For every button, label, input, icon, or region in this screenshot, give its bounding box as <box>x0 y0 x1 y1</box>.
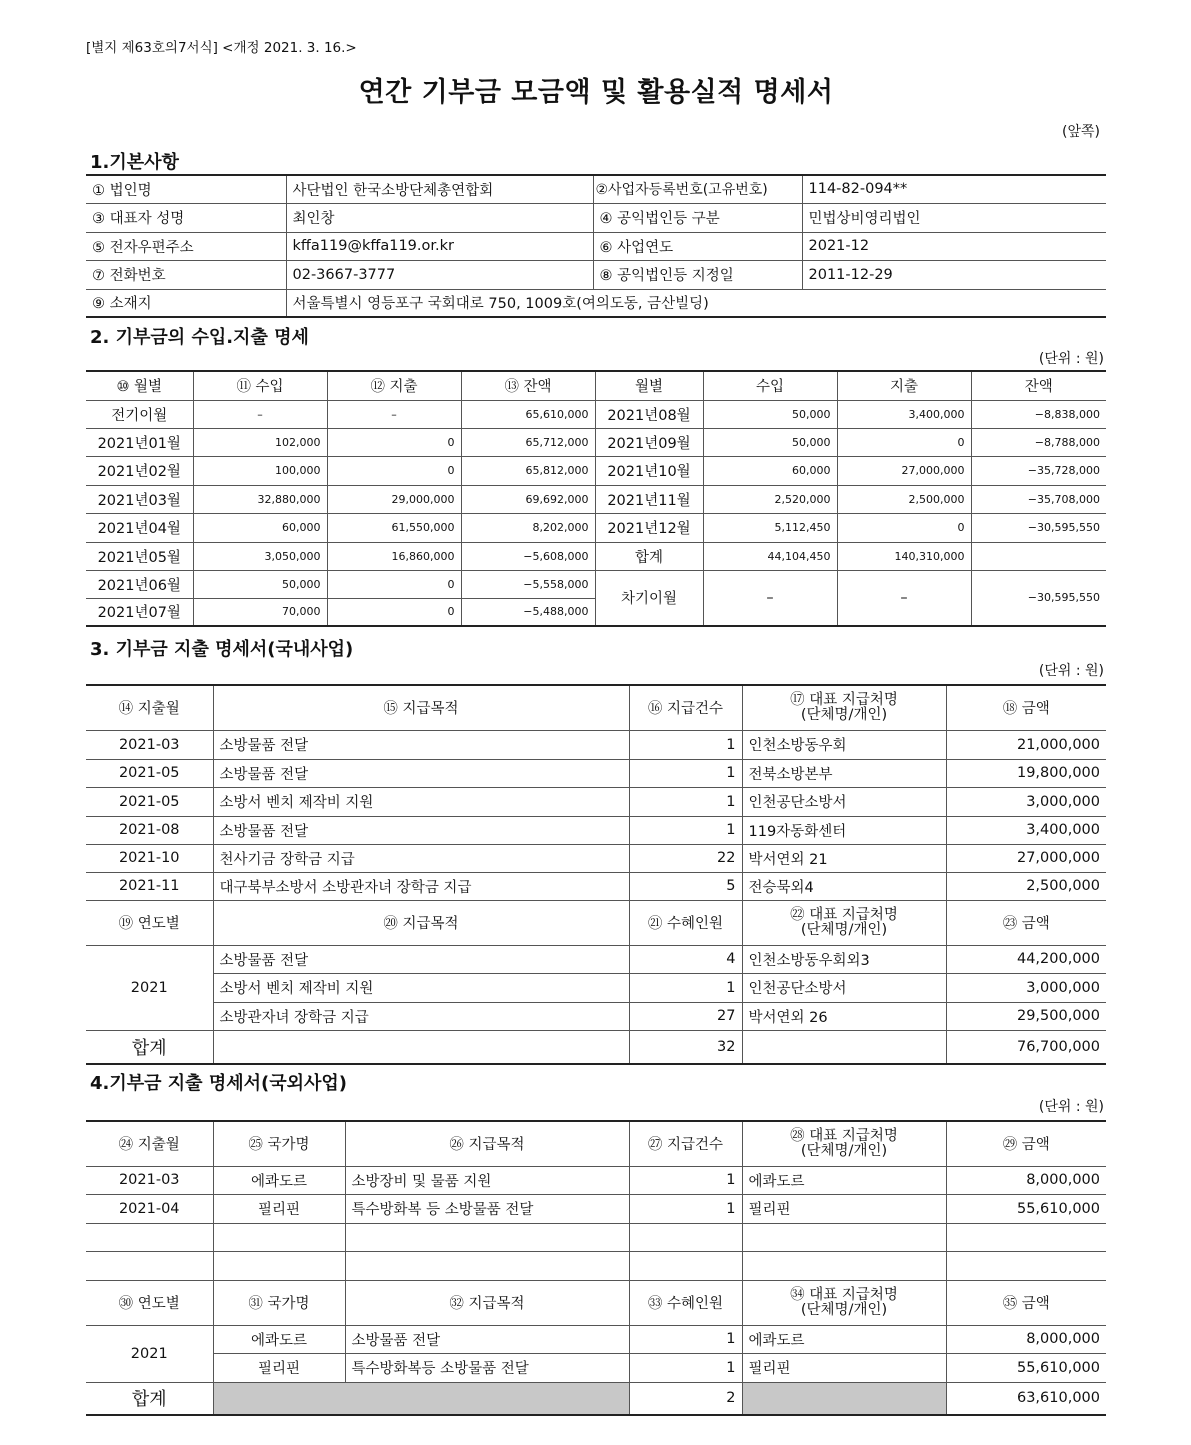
month-cell: 2021-03 <box>86 730 213 759</box>
total-label: 합계 <box>595 542 703 570</box>
month-cell: 전기이월 <box>86 400 193 428</box>
column-header: ⑬ 잔액 <box>461 371 595 400</box>
purpose-cell: 소방물품 전달 <box>213 945 629 973</box>
table-row <box>86 203 1106 232</box>
purpose-cell: 소방관자녀 장학금 지급 <box>213 1002 629 1030</box>
column-header: ⑱ 금액 <box>946 685 1106 730</box>
recipient-cell: 필리핀 <box>742 1194 946 1223</box>
table-row <box>86 570 1106 598</box>
form-id: [별지 제63호의7서식] <개정 2021. 3. 16.> <box>86 40 357 56</box>
field-label: ⑧ 공익법인등 지정일 <box>593 260 802 289</box>
empty-cell <box>213 1251 345 1280</box>
field-label: ②사업자등록번호(고유번호) <box>593 175 802 203</box>
income-cell: 5,112,450 <box>703 513 837 542</box>
empty-cell <box>86 1251 213 1280</box>
count-cell: 1 <box>629 759 742 787</box>
empty-cell <box>345 1223 629 1251</box>
field-value: 사단법인 한국소방단체총연합회 <box>286 175 593 203</box>
table-row <box>86 787 1106 816</box>
expense-total: 140,310,000 <box>837 542 971 570</box>
month-cell: 2021-11 <box>86 872 213 900</box>
table-row <box>86 428 1106 456</box>
section-4-title: 4.기부금 지출 명세서(국외사업) <box>90 1073 348 1094</box>
total-label: 합계 <box>86 1030 213 1064</box>
total-label: 합계 <box>86 1382 213 1415</box>
table-header-row <box>86 371 1106 400</box>
expense-cell: 0 <box>837 428 971 456</box>
country-cell: 에콰도르 <box>213 1166 345 1194</box>
column-header: ㉓ 금액 <box>946 900 1106 945</box>
field-label: ③ 대표자 성명 <box>86 203 286 232</box>
table-row <box>86 1166 1106 1194</box>
column-header: ⑩ 월별 <box>86 371 193 400</box>
count-cell: 1 <box>629 816 742 844</box>
income-cell: 50,000 <box>703 400 837 428</box>
balance-cell: −35,708,000 <box>971 485 1106 513</box>
field-value: 2021-12 <box>802 232 1106 260</box>
month-cell: 2021년02월 <box>86 456 193 485</box>
balance-cell: 69,692,000 <box>461 485 595 513</box>
table-row <box>86 1325 1106 1353</box>
carry-forward-income: – <box>703 570 837 626</box>
purpose-cell: 소방물품 전달 <box>213 816 629 844</box>
amount-cell: 3,000,000 <box>946 787 1106 816</box>
purpose-cell: 천사기금 장학금 지급 <box>213 844 629 872</box>
amount-cell: 19,800,000 <box>946 759 1106 787</box>
year-cell: 2021 <box>86 1325 213 1382</box>
income-cell: 70,000 <box>193 598 327 626</box>
count-cell: 1 <box>629 1353 742 1382</box>
purpose-cell: 대구북부소방서 소방관자녀 장학금 지급 <box>213 872 629 900</box>
month-cell: 2021-05 <box>86 759 213 787</box>
purpose-cell: 소방장비 및 물품 지원 <box>345 1166 629 1194</box>
column-header: ㉚ 연도별 <box>86 1280 213 1325</box>
expense-cell: 0 <box>837 513 971 542</box>
count-cell: 1 <box>629 730 742 759</box>
table-row <box>86 730 1106 759</box>
table-row <box>86 400 1106 428</box>
header-line: ㉞ 대표 지급처명 <box>790 1286 898 1303</box>
table-row <box>86 175 1106 203</box>
country-cell: 필리핀 <box>213 1194 345 1223</box>
expense-cell: 27,000,000 <box>837 456 971 485</box>
column-header <box>742 1121 946 1166</box>
expense-cell: 0 <box>327 598 461 626</box>
header-line: ㉒ 대표 지급처명 <box>790 906 898 923</box>
table-header-row <box>86 900 1106 945</box>
empty-cell <box>742 1030 946 1064</box>
month-cell: 2021년01월 <box>86 428 193 456</box>
expense-cell: 0 <box>327 428 461 456</box>
field-label: ④ 공익법인등 구분 <box>593 203 802 232</box>
month-cell: 2021년09월 <box>595 428 703 456</box>
empty-cell <box>629 1223 742 1251</box>
recipient-cell: 인천소방동우회 <box>742 730 946 759</box>
table-header-row <box>86 1121 1106 1166</box>
column-header: ⑯ 지급건수 <box>629 685 742 730</box>
column-header: ⑫ 지출 <box>327 371 461 400</box>
field-label: ⑦ 전화번호 <box>86 260 286 289</box>
expense-cell: – <box>327 400 461 428</box>
field-value: 민법상비영리법인 <box>802 203 1106 232</box>
table-row <box>86 289 1106 317</box>
column-header: ㉟ 금액 <box>946 1280 1106 1325</box>
balance-cell: −8,838,000 <box>971 400 1106 428</box>
income-cell: 102,000 <box>193 428 327 456</box>
field-value: 114-82-094** <box>802 175 1106 203</box>
month-cell: 2021년07월 <box>86 598 193 626</box>
purpose-cell: 소방서 벤치 제작비 지원 <box>213 973 629 1002</box>
recipient-cell: 에콰도르 <box>742 1325 946 1353</box>
balance-cell: −35,728,000 <box>971 456 1106 485</box>
expense-cell: 2,500,000 <box>837 485 971 513</box>
amount-cell: 2,500,000 <box>946 872 1106 900</box>
total-count: 32 <box>629 1030 742 1064</box>
amount-cell: 55,610,000 <box>946 1353 1106 1382</box>
expense-cell: 29,000,000 <box>327 485 461 513</box>
month-cell: 2021-04 <box>86 1194 213 1223</box>
recipient-cell: 전승묵외4 <box>742 872 946 900</box>
table-header-row <box>86 685 1106 730</box>
recipient-cell: 인천공단소방서 <box>742 787 946 816</box>
income-cell: 100,000 <box>193 456 327 485</box>
column-header: ⑳ 지급목적 <box>213 900 629 945</box>
recipient-cell: 에콰도르 <box>742 1166 946 1194</box>
count-cell: 1 <box>629 973 742 1002</box>
table-row <box>86 485 1106 513</box>
table-header-row <box>86 1280 1106 1325</box>
column-header: 월별 <box>595 371 703 400</box>
balance-cell: −5,608,000 <box>461 542 595 570</box>
field-value: kffa119@kffa119.or.kr <box>286 232 593 260</box>
table-row <box>86 1223 1106 1251</box>
balance-cell: 65,712,000 <box>461 428 595 456</box>
field-label: ⑥ 사업연도 <box>593 232 802 260</box>
recipient-cell: 박서연외 26 <box>742 1002 946 1030</box>
header-line: ⑰ 대표 지급처명 <box>790 691 898 708</box>
income-cell: 32,880,000 <box>193 485 327 513</box>
carry-forward-balance: −30,595,550 <box>971 570 1106 626</box>
column-header: ⑪ 수입 <box>193 371 327 400</box>
purpose-cell: 소방서 벤치 제작비 지원 <box>213 787 629 816</box>
header-line: ㉘ 대표 지급처명 <box>790 1127 898 1144</box>
count-cell: 4 <box>629 945 742 973</box>
income-cell: 2,520,000 <box>703 485 837 513</box>
column-header: ㉜ 지급목적 <box>345 1280 629 1325</box>
field-label: ⑨ 소재지 <box>86 289 286 317</box>
table-row <box>86 759 1106 787</box>
count-cell: 27 <box>629 1002 742 1030</box>
total-row <box>86 1030 1106 1064</box>
column-header: ⑮ 지급목적 <box>213 685 629 730</box>
header-line: (단체명/개인) <box>800 706 888 723</box>
recipient-cell: 인천소방동우회외3 <box>742 945 946 973</box>
empty-cell <box>629 1251 742 1280</box>
column-header: ㉑ 수혜인원 <box>629 900 742 945</box>
section-2-title: 2. 기부금의 수입.지출 명세 <box>90 327 309 348</box>
unit-label: (단위 : 원) <box>1038 1099 1104 1115</box>
field-value: 02-3667-3777 <box>286 260 593 289</box>
table-row <box>86 872 1106 900</box>
month-cell: 2021년11월 <box>595 485 703 513</box>
column-header: ㉖ 지급목적 <box>345 1121 629 1166</box>
month-cell: 2021년03월 <box>86 485 193 513</box>
table-row <box>86 542 1106 570</box>
table-row <box>86 945 1106 973</box>
purpose-cell: 특수방화복 등 소방물품 전달 <box>345 1194 629 1223</box>
recipient-cell: 필리핀 <box>742 1353 946 1382</box>
carry-forward-expense: – <box>837 570 971 626</box>
basic-info-table <box>86 174 1106 318</box>
amount-cell: 27,000,000 <box>946 844 1106 872</box>
column-header: 수입 <box>703 371 837 400</box>
count-cell: 1 <box>629 1194 742 1223</box>
month-cell: 2021년04월 <box>86 513 193 542</box>
count-cell: 1 <box>629 1325 742 1353</box>
recipient-cell: 박서연외 21 <box>742 844 946 872</box>
field-value: 2011-12-29 <box>802 260 1106 289</box>
count-cell: 1 <box>629 1166 742 1194</box>
month-cell: 2021년12월 <box>595 513 703 542</box>
month-cell: 2021-08 <box>86 816 213 844</box>
column-header: ⑭ 지출월 <box>86 685 213 730</box>
balance-cell: −5,558,000 <box>461 570 595 598</box>
total-amount: 63,610,000 <box>946 1382 1106 1415</box>
unit-label: (단위 : 원) <box>1038 351 1104 367</box>
table-row <box>86 1251 1106 1280</box>
balance-cell: 8,202,000 <box>461 513 595 542</box>
total-count: 2 <box>629 1382 742 1415</box>
column-header <box>742 1280 946 1325</box>
income-cell: 60,000 <box>703 456 837 485</box>
country-cell: 에콰도르 <box>213 1325 345 1353</box>
recipient-cell: 전북소방본부 <box>742 759 946 787</box>
header-line: (단체명/개인) <box>800 1142 888 1159</box>
income-cell: – <box>193 400 327 428</box>
empty-cell <box>345 1251 629 1280</box>
recipient-cell: 119자동화센터 <box>742 816 946 844</box>
column-header: ㉛ 국가명 <box>213 1280 345 1325</box>
amount-cell: 8,000,000 <box>946 1166 1106 1194</box>
count-cell: 22 <box>629 844 742 872</box>
column-header <box>742 900 946 945</box>
month-cell: 2021년08월 <box>595 400 703 428</box>
amount-cell: 3,400,000 <box>946 816 1106 844</box>
amount-cell: 44,200,000 <box>946 945 1106 973</box>
page-title: 연간 기부금 모금액 및 활용실적 명세서 <box>358 77 834 108</box>
expense-cell: 61,550,000 <box>327 513 461 542</box>
empty-cell <box>946 1223 1106 1251</box>
shaded-cell <box>213 1382 629 1415</box>
empty-cell <box>213 1030 629 1064</box>
address-value: 서울특별시 영등포구 국회대로 750, 1009호(여의도동, 금산빌딩) <box>286 289 1106 317</box>
balance-cell: −30,595,550 <box>971 513 1106 542</box>
month-cell: 2021-10 <box>86 844 213 872</box>
count-cell: 5 <box>629 872 742 900</box>
column-header: ⑲ 연도별 <box>86 900 213 945</box>
column-header: ㉗ 지급건수 <box>629 1121 742 1166</box>
page-side-label: (앞쪽) <box>1062 124 1100 140</box>
header-line: (단체명/개인) <box>800 1301 888 1318</box>
month-cell: 2021년06월 <box>86 570 193 598</box>
column-header <box>742 685 946 730</box>
field-label: ⑤ 전자우편주소 <box>86 232 286 260</box>
overseas-expense-table <box>86 1120 1106 1416</box>
carry-forward-label: 차기이월 <box>595 570 703 626</box>
empty-cell <box>946 1251 1106 1280</box>
income-cell: 60,000 <box>193 513 327 542</box>
amount-cell: 21,000,000 <box>946 730 1106 759</box>
column-header: 지출 <box>837 371 971 400</box>
income-cell: 3,050,000 <box>193 542 327 570</box>
amount-cell: 55,610,000 <box>946 1194 1106 1223</box>
field-value: 최인창 <box>286 203 593 232</box>
table-row <box>86 844 1106 872</box>
expense-cell: 3,400,000 <box>837 400 971 428</box>
unit-label: (단위 : 원) <box>1038 663 1104 679</box>
table-row <box>86 456 1106 485</box>
purpose-cell: 소방물품 전달 <box>213 730 629 759</box>
domestic-expense-table <box>86 684 1106 1065</box>
empty-cell <box>742 1223 946 1251</box>
section-3-title: 3. 기부금 지출 명세서(국내사업) <box>90 639 354 660</box>
balance-total <box>971 542 1106 570</box>
header-line: (단체명/개인) <box>800 921 888 938</box>
month-cell: 2021년10월 <box>595 456 703 485</box>
total-row <box>86 1382 1106 1415</box>
count-cell: 1 <box>629 787 742 816</box>
empty-cell <box>742 1251 946 1280</box>
column-header: ㉙ 금액 <box>946 1121 1106 1166</box>
month-cell: 2021년05월 <box>86 542 193 570</box>
table-row <box>86 513 1106 542</box>
income-cell: 50,000 <box>703 428 837 456</box>
empty-cell <box>86 1223 213 1251</box>
balance-cell: −5,488,000 <box>461 598 595 626</box>
shaded-cell <box>742 1382 946 1415</box>
total-amount: 76,700,000 <box>946 1030 1106 1064</box>
table-row <box>86 816 1106 844</box>
expense-cell: 16,860,000 <box>327 542 461 570</box>
amount-cell: 8,000,000 <box>946 1325 1106 1353</box>
purpose-cell: 특수방화복등 소방물품 전달 <box>345 1353 629 1382</box>
table-row <box>86 232 1106 260</box>
balance-cell: −8,788,000 <box>971 428 1106 456</box>
expense-cell: 0 <box>327 456 461 485</box>
column-header: ㉔ 지출월 <box>86 1121 213 1166</box>
country-cell: 필리핀 <box>213 1353 345 1382</box>
section-1-title: 1.기본사항 <box>90 152 179 173</box>
recipient-cell: 인천공단소방서 <box>742 973 946 1002</box>
table-row <box>86 1194 1106 1223</box>
month-cell: 2021-05 <box>86 787 213 816</box>
field-label: ① 법인명 <box>86 175 286 203</box>
income-expense-table <box>86 370 1106 627</box>
amount-cell: 29,500,000 <box>946 1002 1106 1030</box>
column-header: 잔액 <box>971 371 1106 400</box>
amount-cell: 3,000,000 <box>946 973 1106 1002</box>
empty-cell <box>213 1223 345 1251</box>
table-row <box>86 1002 1106 1030</box>
balance-cell: 65,610,000 <box>461 400 595 428</box>
column-header: ㉝ 수혜인원 <box>629 1280 742 1325</box>
table-row <box>86 260 1106 289</box>
balance-cell: 65,812,000 <box>461 456 595 485</box>
table-row <box>86 973 1106 1002</box>
table-row <box>86 1353 1106 1382</box>
income-cell: 50,000 <box>193 570 327 598</box>
year-cell: 2021 <box>86 945 213 1030</box>
purpose-cell: 소방물품 전달 <box>345 1325 629 1353</box>
purpose-cell: 소방물품 전달 <box>213 759 629 787</box>
expense-cell: 0 <box>327 570 461 598</box>
income-total: 44,104,450 <box>703 542 837 570</box>
column-header: ㉕ 국가명 <box>213 1121 345 1166</box>
month-cell: 2021-03 <box>86 1166 213 1194</box>
